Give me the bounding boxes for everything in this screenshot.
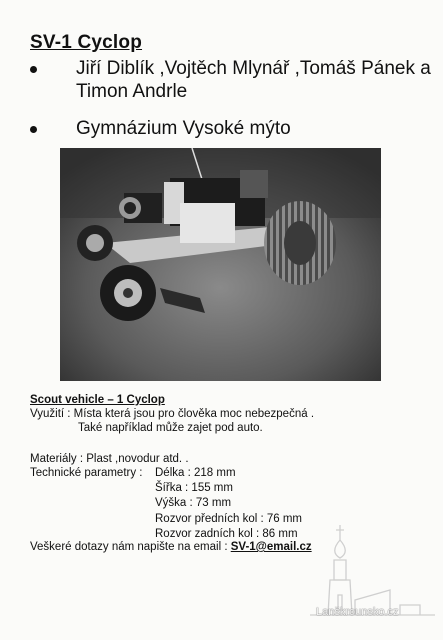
authors-text: Jiří Diblík ,Vojtěch Mlynář ,Tomáš Pánek a Timon Andrle [76,58,431,102]
vehicle-title: Scout vehicle – 1 Cyclop [30,394,165,406]
param-width: Šířka : 155 mm [155,482,233,495]
document-title: SV-1 Cyclop [30,32,143,53]
bullet-dot-icon [30,66,37,73]
param-height: Výška : 73 mm [155,497,232,510]
contact-text: Veškeré dotazy nám napište na email : [30,541,228,553]
params-label: Technické parametry : [30,467,143,479]
params-list [155,466,302,542]
usage-section [30,407,314,435]
robot-photo [60,148,381,381]
materials-line: Materiály : Plast ,novodur atd. . [30,453,189,465]
param-rear-wheelbase: Rozvor zadních kol : 86 mm [155,527,298,540]
school-text: Gymnázium Vysoké mýto [76,118,291,139]
bullet-school [28,117,438,140]
param-front-wheelbase: Rozvor předních kol : 76 mm [155,512,303,525]
church-watermark-icon [300,520,440,640]
watermark-text: Lanškrounsko.cz [316,606,399,618]
param-length: Délka : 218 mm [155,467,236,479]
contact-line [30,540,312,554]
contact-email-link[interactable]: SV-1@email.cz [230,541,312,553]
usage-line-1: Využití : Místa která jsou pro člověka moc nebezpečná . [30,408,315,420]
robot-vehicle-image [60,148,381,381]
bullet-authors [28,57,438,103]
usage-line-2: Také například může zajet pod auto. [78,422,263,434]
bullet-dot-icon [30,126,37,133]
author-list [28,57,438,140]
